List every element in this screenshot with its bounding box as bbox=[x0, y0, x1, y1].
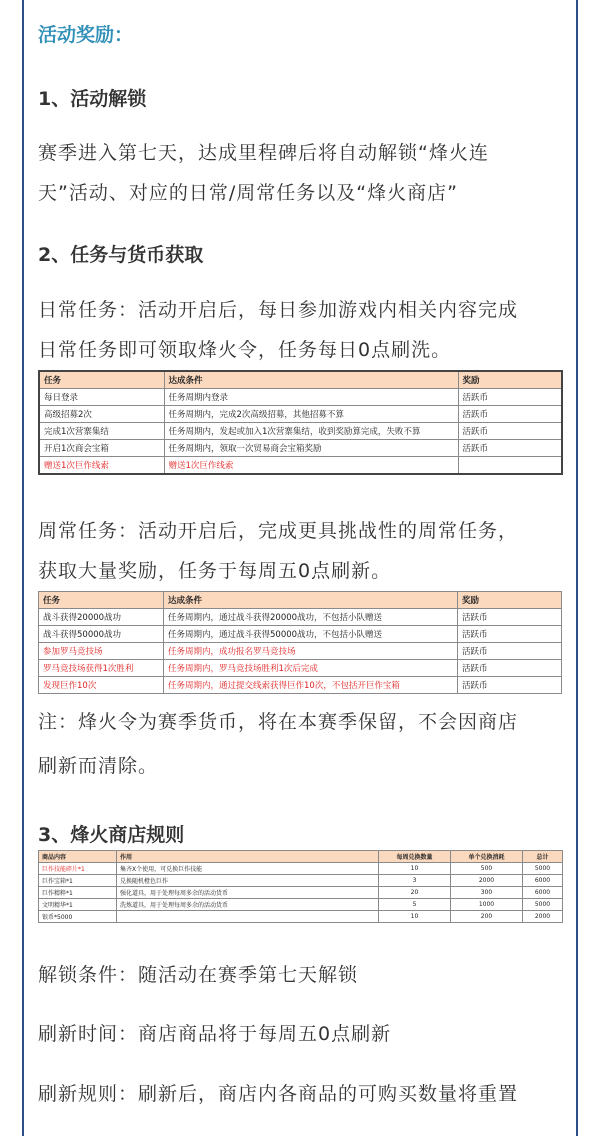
weekly-task-table bbox=[38, 591, 562, 694]
table-header-cell: 任务 bbox=[39, 371, 164, 389]
weekly-paragraph bbox=[38, 511, 562, 591]
table-cell: 发现巨作10次 bbox=[39, 677, 164, 694]
table-row bbox=[39, 911, 563, 923]
left-frame-border bbox=[22, 0, 24, 1136]
table-row bbox=[39, 406, 562, 423]
daily-task-table bbox=[38, 370, 563, 475]
table-cell: 任务周期内，领取一次贸易商会宝箱奖励 bbox=[164, 440, 458, 457]
table-cell: 赠送1次巨作线索 bbox=[39, 457, 164, 475]
section1-paragraph bbox=[38, 133, 562, 213]
table-cell: 任务周期内，通过提交线索获得巨作10次，不包括开巨作宝箱 bbox=[164, 677, 458, 694]
daily-paragraph bbox=[38, 290, 562, 370]
table-row bbox=[39, 440, 562, 457]
table-cell: 6000 bbox=[523, 875, 563, 887]
table-header-cell: 单个兑换消耗 bbox=[451, 851, 523, 863]
weekly-line: 获取大量奖励，任务于每周五0点刷新。 bbox=[38, 560, 392, 582]
refresh-time-line: 刷新时间：商店商品将于每周五0点刷新 bbox=[38, 1023, 392, 1045]
table-cell: 活跃币 bbox=[458, 626, 562, 643]
page-heading: 活动奖励： bbox=[38, 24, 134, 46]
section3-title: 3、烽火商店规则 bbox=[38, 824, 185, 846]
table-row bbox=[39, 887, 563, 899]
table-cell: 参加罗马竞技场 bbox=[39, 643, 164, 660]
table-cell: 1000 bbox=[451, 899, 523, 911]
table-row bbox=[39, 457, 562, 475]
table-cell: 活跃币 bbox=[458, 423, 562, 440]
table-cell: 10 bbox=[379, 863, 451, 875]
table-row bbox=[39, 626, 562, 643]
table-cell: 强化道具，用于处理每周多余的活动货币 bbox=[117, 887, 379, 899]
table-cell: 活跃币 bbox=[458, 643, 562, 660]
table-cell: 3 bbox=[379, 875, 451, 887]
table-header-cell: 奖励 bbox=[458, 592, 562, 609]
table-cell: 高级招募2次 bbox=[39, 406, 164, 423]
table-header-cell: 每周兑换数量 bbox=[379, 851, 451, 863]
table-header-row bbox=[39, 851, 563, 863]
table-cell: 任务周期内登录 bbox=[164, 389, 458, 406]
table-header-cell: 任务 bbox=[39, 592, 164, 609]
table-row bbox=[39, 677, 562, 694]
refresh-time bbox=[38, 1014, 562, 1054]
table-cell: 文明精华*1 bbox=[39, 899, 117, 911]
table-row bbox=[39, 643, 562, 660]
table-row bbox=[39, 863, 563, 875]
table-cell: 20 bbox=[379, 887, 451, 899]
table-cell: 任务周期内，发起或加入1次营寨集结，收到奖励算完成，失败不算 bbox=[164, 423, 458, 440]
table-header-cell: 商品内容 bbox=[39, 851, 117, 863]
table-cell bbox=[458, 457, 562, 475]
table-cell: 2000 bbox=[451, 875, 523, 887]
table-cell: 完成1次营寨集结 bbox=[39, 423, 164, 440]
table-header-cell: 总计 bbox=[523, 851, 563, 863]
table-cell: 巨作宝箱*1 bbox=[39, 875, 117, 887]
section1-line: 天”活动、对应的日常/周常任务以及“烽火商店” bbox=[38, 182, 458, 204]
table-cell: 活跃币 bbox=[458, 406, 562, 423]
table-cell: 赠送1次巨作线索 bbox=[164, 457, 458, 475]
table-header-cell: 奖励 bbox=[458, 371, 562, 389]
table-cell: 10 bbox=[379, 911, 451, 923]
section2-title: 2、任务与货币获取 bbox=[38, 244, 204, 266]
section1-line: 赛季进入第七天，达成里程碑后将自动解锁“烽火连 bbox=[38, 142, 489, 164]
table-cell: 任务周期内，成功报名罗马竞技场 bbox=[164, 643, 458, 660]
daily-line: 日常任务即可领取烽火令，任务每日0点刷洗。 bbox=[38, 339, 452, 361]
table-cell: 活跃币 bbox=[458, 609, 562, 626]
table-cell: 任务周期内，完成2次高级招募，其他招募不算 bbox=[164, 406, 458, 423]
table-cell: 5000 bbox=[523, 863, 563, 875]
table-cell: 罗马竞技场获得1次胜利 bbox=[39, 660, 164, 677]
table-row bbox=[39, 389, 562, 406]
table-header-row bbox=[39, 592, 562, 609]
table-cell: 500 bbox=[451, 863, 523, 875]
table-row bbox=[39, 660, 562, 677]
table-cell bbox=[117, 911, 379, 923]
table-cell: 巨作精粹*1 bbox=[39, 887, 117, 899]
table-cell: 任务周期内，罗马竞技场胜利1次后完成 bbox=[164, 660, 458, 677]
table-cell: 300 bbox=[451, 887, 523, 899]
table-cell: 200 bbox=[451, 911, 523, 923]
weekly-line: 周常任务：活动开启后，完成更具挑战性的周常任务， bbox=[38, 520, 519, 542]
table-cell: 洗炼道具，用于处理每周多余的活动货币 bbox=[117, 899, 379, 911]
table-cell: 巨作技能碎片*1 bbox=[39, 863, 117, 875]
unlock-condition bbox=[38, 955, 562, 995]
refresh-rule bbox=[38, 1074, 562, 1114]
table-header-cell: 达成条件 bbox=[164, 592, 458, 609]
right-frame-border bbox=[576, 0, 578, 1136]
shop-table bbox=[38, 850, 563, 923]
refresh-rule-line: 刷新规则：刷新后，商店内各商品的可购买数量将重置 bbox=[38, 1083, 519, 1105]
note-line: 刷新而清除。 bbox=[38, 755, 159, 777]
table-cell: 2000 bbox=[523, 911, 563, 923]
table-header-cell: 达成条件 bbox=[164, 371, 458, 389]
table-cell: 5 bbox=[379, 899, 451, 911]
table-row bbox=[39, 899, 563, 911]
section1-title: 1、活动解锁 bbox=[38, 88, 147, 110]
table-row bbox=[39, 875, 563, 887]
table-cell: 活跃币 bbox=[458, 677, 562, 694]
table-cell: 任务周期内，通过战斗获得20000战功，不包括小队赠送 bbox=[164, 609, 458, 626]
table-header-cell: 作用 bbox=[117, 851, 379, 863]
table-header-row bbox=[39, 371, 562, 389]
table-cell: 开启1次商会宝箱 bbox=[39, 440, 164, 457]
table-cell: 战斗获得20000战功 bbox=[39, 609, 164, 626]
table-row bbox=[39, 609, 562, 626]
table-cell: 5000 bbox=[523, 899, 563, 911]
table-cell: 战斗获得50000战功 bbox=[39, 626, 164, 643]
daily-line: 日常任务：活动开启后，每日参加游戏内相关内容完成 bbox=[38, 299, 519, 321]
table-cell: 活跃币 bbox=[458, 440, 562, 457]
table-cell: 兑换随机橙色巨作 bbox=[117, 875, 379, 887]
table-cell: 银币*5000 bbox=[39, 911, 117, 923]
note-line: 注：烽火令为赛季货币，将在本赛季保留，不会因商店 bbox=[38, 711, 519, 733]
table-cell: 6000 bbox=[523, 887, 563, 899]
table-row bbox=[39, 423, 562, 440]
table-cell: 活跃币 bbox=[458, 660, 562, 677]
table-cell: 每日登录 bbox=[39, 389, 164, 406]
note-paragraph bbox=[38, 700, 562, 788]
table-cell: 任务周期内，通过战斗获得50000战功，不包括小队赠送 bbox=[164, 626, 458, 643]
table-cell: 集齐X个使用，可兑换巨作技能 bbox=[117, 863, 379, 875]
unlock-line: 解锁条件：随活动在赛季第七天解锁 bbox=[38, 964, 359, 986]
table-cell: 活跃币 bbox=[458, 389, 562, 406]
